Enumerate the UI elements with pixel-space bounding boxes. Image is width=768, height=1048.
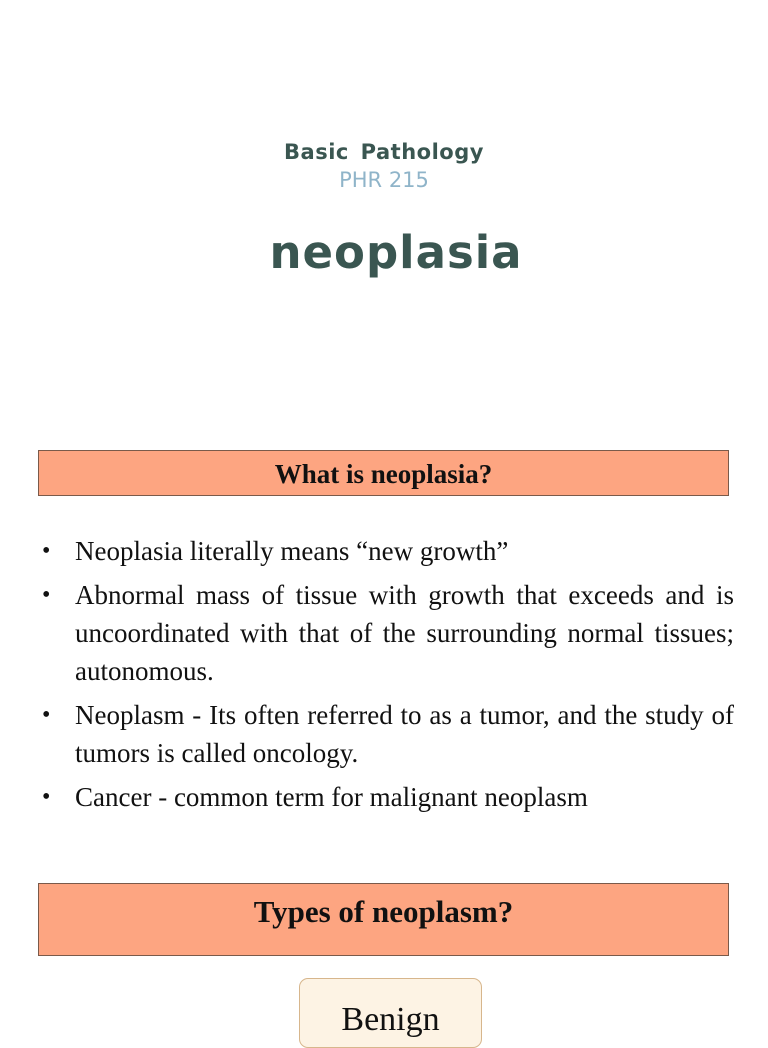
list-item [38, 532, 734, 570]
bullet-icon: • [42, 702, 51, 728]
section-header-types-of-neoplasm: Types of neoplasm? [38, 883, 729, 956]
page-title: neoplasia [269, 226, 523, 279]
benign-type-box: Benign [299, 978, 482, 1048]
list-item [38, 778, 734, 816]
definition-bullet-list [38, 532, 734, 822]
bullet-text: Neoplasia literally means “new growth” [75, 536, 509, 566]
bullet-icon: • [42, 784, 51, 810]
list-item [38, 576, 734, 690]
bullet-text: Abnormal mass of tissue with growth that exceeds and is uncoordinated with that of the surrounding normal tissues; autonomous. [75, 580, 734, 686]
bullet-text: Neoplasm - Its often referred to as a tumor, and the study of tumors is called oncology. [75, 700, 734, 768]
course-code: PHR 215 [339, 168, 429, 192]
bullet-text: Cancer - common term for malignant neoplasm [75, 782, 588, 812]
section-header-what-is-neoplasia: What is neoplasia? [38, 450, 729, 496]
course-title: Basic Pathology [284, 140, 484, 164]
bullet-icon: • [42, 538, 51, 564]
bullet-icon: • [42, 582, 51, 608]
list-item [38, 696, 734, 772]
